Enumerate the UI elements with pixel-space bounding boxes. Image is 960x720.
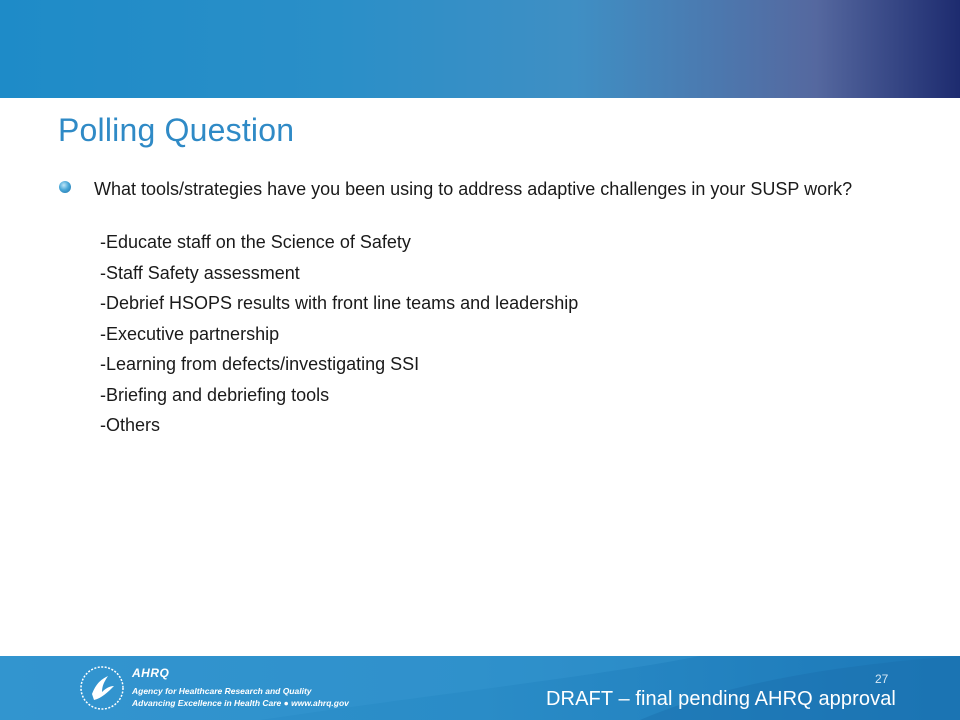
polling-question: What tools/strategies have you been using to address adaptive challenges in your SUSP work? [94, 179, 853, 199]
answer-option: -Executive partnership [100, 323, 280, 344]
answer-options [100, 232, 578, 446]
agency-tagline: Advancing Excellence in Health Care ● www.ahrq.gov [132, 698, 349, 708]
slide-title: Polling Question [58, 112, 295, 148]
answer-option: -Staff Safety assessment [100, 262, 300, 283]
answer-option: -Learning from defects/investigating SSI [100, 354, 420, 374]
answer-option: -Debrief HSOPS results with front line teams and leadership [100, 293, 579, 313]
answer-option: -Others [100, 415, 161, 435]
header-band [0, 0, 960, 98]
ahrq-wordmark: AHRQ [132, 666, 170, 680]
hhs-eagle-emblem-icon [78, 664, 126, 712]
ahrq-logo [78, 664, 348, 714]
answer-option: -Educate staff on the Science of Safety [100, 232, 411, 252]
page-number: 27 [875, 672, 889, 686]
bullet-dot-icon [59, 181, 71, 193]
draft-notice: DRAFT – final pending AHRQ approval [546, 688, 896, 710]
answer-option: -Briefing and debriefing tools [100, 384, 330, 405]
agency-name: Agency for Healthcare Research and Quality [132, 686, 312, 696]
